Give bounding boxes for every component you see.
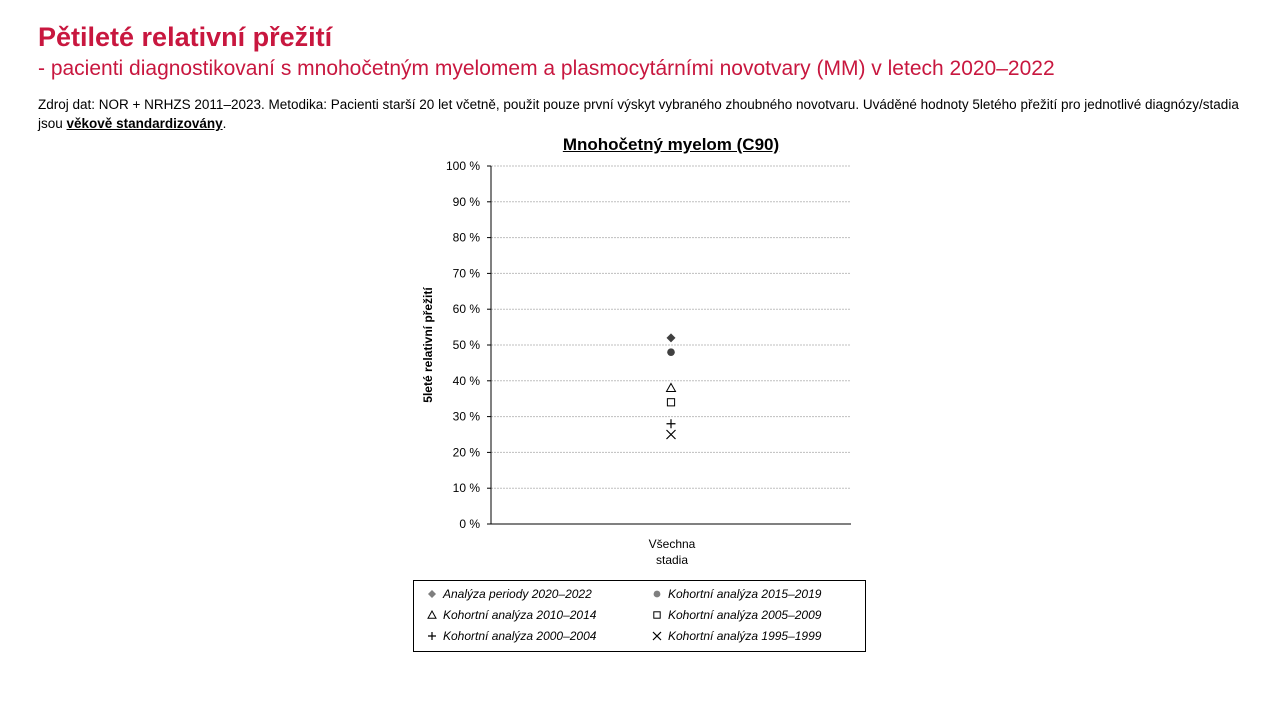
y-tick-label: 60 % bbox=[452, 302, 480, 317]
data-point bbox=[667, 419, 676, 428]
legend-item bbox=[651, 629, 821, 643]
y-tick-label: 10 % bbox=[452, 481, 480, 496]
legend-item bbox=[426, 629, 596, 643]
page-title: Pětileté relativní přežití bbox=[38, 22, 333, 52]
legend-marker-icon bbox=[651, 609, 663, 621]
data-point bbox=[667, 348, 675, 356]
legend-label: Kohortní analýza 2000–2004 bbox=[443, 629, 597, 643]
legend-marker-icon bbox=[651, 630, 663, 642]
legend-item bbox=[426, 608, 596, 622]
x-tick-label bbox=[620, 536, 724, 568]
y-tick-label: 50 % bbox=[452, 338, 480, 352]
chart-title: Mnohočetný myelom (C90) bbox=[562, 135, 780, 154]
x-tick-line-1: Všechna bbox=[648, 537, 696, 551]
legend-marker-icon bbox=[651, 588, 663, 600]
data-point bbox=[667, 383, 676, 391]
page-subtitle: - pacienti diagnostikovaní s mnohočetným myelomem a plasmocytárními novotvary (MM) v letech 2020–2022 bbox=[38, 57, 1055, 80]
legend-label: Kohortní analýza 1995–1999 bbox=[668, 629, 822, 643]
data-point bbox=[667, 333, 676, 342]
legend-marker-icon bbox=[426, 588, 438, 600]
y-axis-label: 5leté relativní přežití bbox=[421, 287, 435, 403]
y-tick-label: 70 % bbox=[452, 266, 480, 281]
legend-item bbox=[426, 587, 592, 601]
x-tick-line-2: stadia bbox=[655, 553, 689, 567]
y-tick-label: 90 % bbox=[452, 194, 480, 209]
legend-marker-icon bbox=[426, 630, 438, 642]
legend-item bbox=[651, 587, 821, 601]
legend-item bbox=[651, 608, 821, 622]
legend-label: Kohortní analýza 2010–2014 bbox=[443, 608, 597, 622]
note-emphasis: věkově standardizovány bbox=[66, 116, 223, 131]
legend-marker-icon bbox=[426, 609, 438, 621]
y-tick-label: 100 % bbox=[445, 159, 480, 173]
y-tick-label: 40 % bbox=[452, 373, 480, 388]
y-tick-label: 30 % bbox=[452, 409, 480, 424]
data-point bbox=[667, 430, 676, 439]
y-tick-label: 0 % bbox=[459, 517, 480, 531]
note-end: . bbox=[222, 116, 227, 131]
legend-label: Analýza periody 2020–2022 bbox=[443, 587, 592, 601]
y-tick-label: 20 % bbox=[452, 445, 480, 460]
legend-label: Kohortní analýza 2015–2019 bbox=[668, 587, 822, 601]
note-text: Zdroj dat: NOR + NRHZS 2011–2023. Metodika: Pacienti starší 20 let včetně, použit pouze první výskyt vybraného zhoubného novotvaru. Uváděné hodnoty 5letého přežití pro jednotlivé diagnózy/stadia jsou bbox=[38, 97, 1239, 131]
legend-label: Kohortní analýza 2005–2009 bbox=[668, 608, 822, 622]
y-tick-label: 80 % bbox=[452, 230, 480, 245]
legend bbox=[413, 580, 866, 652]
data-point bbox=[667, 399, 674, 406]
